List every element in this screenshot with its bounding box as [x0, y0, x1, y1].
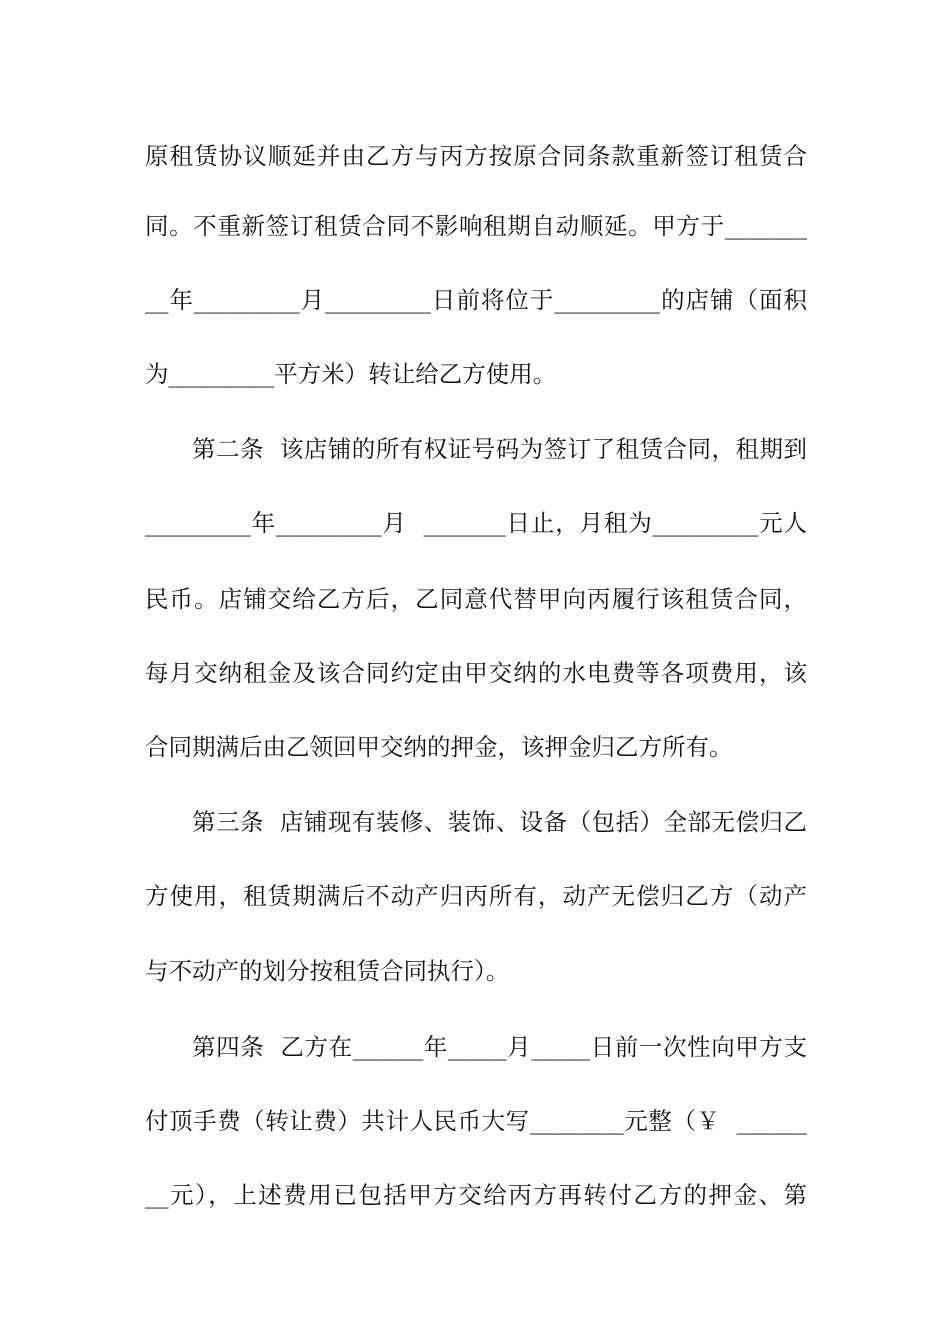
- paragraph-line: __年_________月_________日前将位于_________的店铺（面积: [145, 286, 807, 314]
- paragraph-line: 原租赁协议顺延并由乙方与丙方按原合同条款重新签订租赁合: [145, 142, 807, 170]
- paragraph-line: _________年_________月 _______日止，月租为_________元人: [145, 509, 807, 537]
- paragraph-line: 与不动产的划分按租赁合同执行）。: [145, 957, 510, 985]
- paragraph-line: 为_________平方米）转让给乙方使用。: [145, 360, 557, 388]
- paragraph-line: 付顶手费（转让费）共计人民币大写________元整（￥ ______: [145, 1107, 807, 1135]
- paragraph-line: __元），上述费用已包括甲方交给丙方再转付乙方的押金、第: [145, 1181, 807, 1209]
- paragraph-line: 同。不重新签订租赁合同不影响租期自动顺延。甲方于_______: [145, 212, 807, 240]
- paragraph-line: 每月交纳租金及该合同约定由甲交纳的水电费等各项费用，该: [145, 659, 807, 687]
- article-two-line: 第二条 该店铺的所有权证号码为签订了租赁合同，租期到: [192, 435, 807, 463]
- paragraph-line: 合同期满后由乙领回甲交纳的押金，该押金归乙方所有。: [145, 733, 733, 761]
- article-three-line: 第三条 店铺现有装修、装饰、设备（包括）全部无偿归乙: [192, 808, 807, 836]
- paragraph-line: 民币。店铺交给乙方后，乙同意代替甲向丙履行该租赁合同，: [145, 585, 807, 613]
- article-four-line: 第四条 乙方在______年_____月_____日前一次性向甲方支: [192, 1033, 807, 1061]
- paragraph-line: 方使用，租赁期满后不动产归丙所有，动产无偿归乙方（动产: [145, 882, 807, 910]
